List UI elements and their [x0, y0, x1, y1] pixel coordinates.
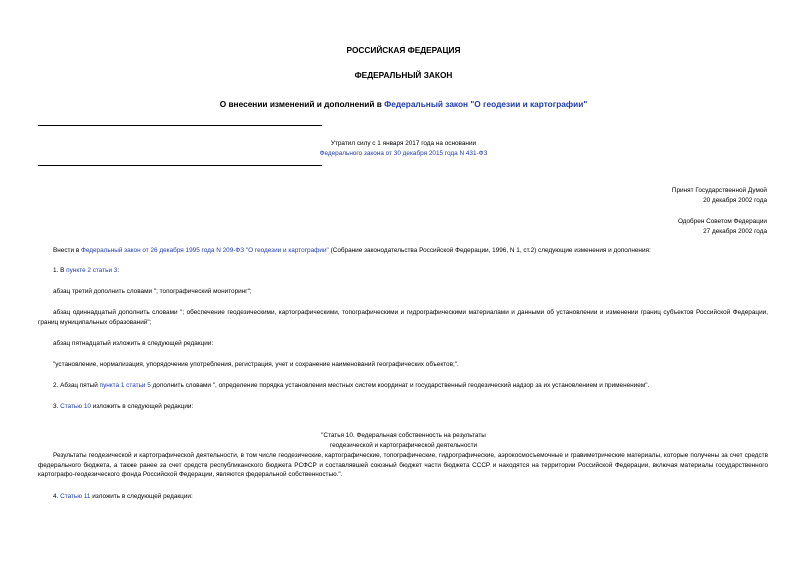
duma-adoption-label: Принят Государственной Думой	[671, 187, 767, 194]
item-2-link[interactable]: пункта 1 статьи 5	[99, 382, 151, 389]
article-10-text: Результаты геодезической и картографической деятельности, в том числе геодезические, картографические, топографические, гидрографические, аэрокосмосъемочные и гравиметрические материалы, которые получены за счет средств федерального бюджета, а также ранее за счет средств республиканского бюджета РСФСР и составлявшей союзный бюджет части бюджета СССР и находятся на территории Российской Федерации, включая материалы государственного картографо-геодезического фонда Российской Федерации, являются федеральной собственностью.".	[38, 452, 768, 479]
article-10-heading	[0, 431, 807, 450]
item-3-suffix: изложить в следующей редакции:	[90, 403, 194, 410]
status-note	[0, 139, 807, 158]
paragraph-15-amendment: абзац пятнадцатый изложить в следующей редакции:	[53, 340, 214, 347]
item-4	[38, 492, 768, 502]
article-10-title-line2: геодезической и картографической деятельности	[329, 441, 478, 449]
item-2	[38, 381, 768, 391]
base-law-link[interactable]: Федеральный закон от 26 декабря 1995 года N 209-ФЗ "О геодезии и картографии"	[80, 247, 329, 254]
item-2-prefix: 2. Абзац пятый	[53, 382, 100, 389]
duma-adoption-date: 20 декабря 2002 года	[703, 196, 767, 204]
document-type-heading: ФЕДЕРАЛЬНЫЙ ЗАКОН	[354, 70, 453, 80]
item-1	[38, 266, 768, 276]
council-approval	[678, 217, 767, 236]
item-1-link[interactable]: пункте 2 статьи 3	[66, 267, 118, 274]
paragraph-11-amendment: абзац одиннадцатый дополнить словами "; обеспечение геодезическими, картографическими, топографическими и гидрографическими материалами и данными об установлении и изменении границ субъектов Российской Федерации, границ муниципальных образований";	[38, 309, 768, 326]
council-approval-label: Одобрен Советом Федерации	[677, 218, 767, 225]
item-3-link[interactable]: Статью 10	[60, 403, 91, 410]
item-1-suffix: :	[117, 267, 120, 274]
item-4-suffix: изложить в следующей редакции:	[90, 493, 193, 500]
law-title-link[interactable]: Федеральный закон "О геодезии и картографии"	[384, 99, 588, 109]
council-approval-date: 27 декабря 2002 года	[703, 227, 767, 235]
item-1-prefix: 1. В	[53, 267, 67, 274]
duma-adoption	[672, 186, 767, 205]
intro-prefix: Внести в	[53, 247, 81, 254]
item-4-prefix: 4.	[53, 493, 61, 500]
item-3	[38, 402, 768, 412]
top-divider	[38, 125, 322, 126]
intro-paragraph	[38, 246, 768, 256]
law-title	[0, 99, 807, 110]
item-3-prefix: 3.	[53, 403, 61, 410]
country-heading: РОССИЙСКАЯ ФЕДЕРАЦИЯ	[346, 45, 461, 55]
repeal-law-link[interactable]: Федерального закона от 30 декабря 2015 года N 431-ФЗ	[319, 149, 488, 157]
article-10-title-line1: "Статья 10. Федеральная собственность на результаты	[321, 432, 486, 439]
intro-suffix: (Собрание законодательства Российской Федерации, 1996, N 1, ст.2) следующие изменения и дополнения:	[328, 247, 651, 254]
bottom-divider	[38, 165, 322, 166]
item-4-link[interactable]: Статью 11	[60, 493, 91, 500]
status-note-text: Утратил силу с 1 января 2017 года на основании	[330, 140, 477, 147]
paragraph-15-text: "установление, нормализация, упорядочение употребления, регистрация, учет и сохранение наименований географических объектов;".	[53, 361, 459, 368]
paragraph-3-amendment: абзац третий дополнить словами "; топографический мониторинг";	[53, 288, 252, 295]
item-2-suffix: дополнить словами ", определение порядка установления местных систем координат и государственный геодезический надзор за их установлением и применением".	[150, 382, 650, 389]
law-title-prefix: О внесении изменений и дополнений в	[219, 99, 385, 109]
